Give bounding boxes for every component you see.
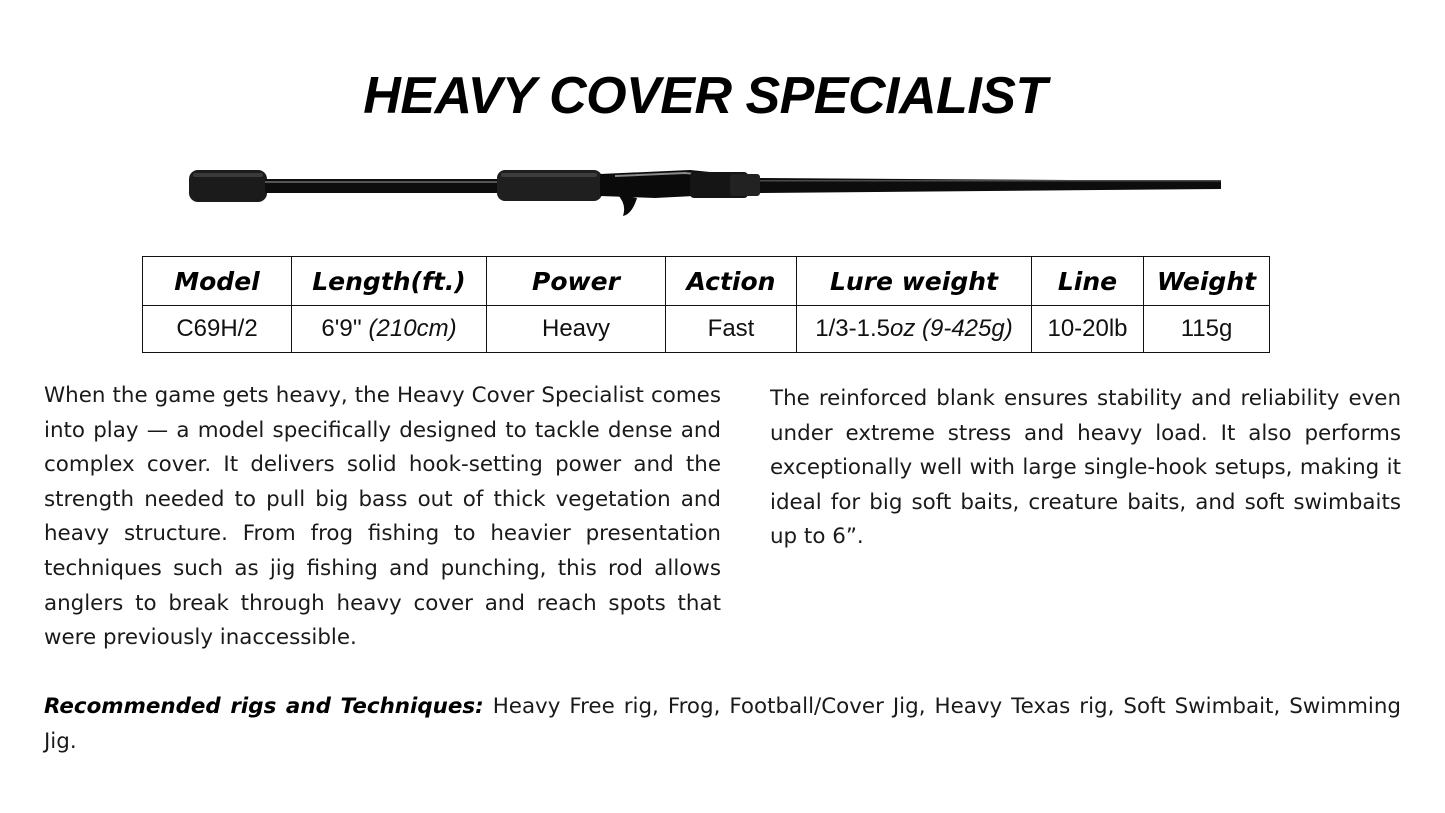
cell-length-metric: (210cm)	[368, 315, 457, 342]
recommended-text: Heavy Free rig, Frog, Football/Cover Jig, Heavy Texas rig, Soft Swimbait, Swimming Jig.	[44, 694, 1401, 754]
header-length: Length(ft.)	[292, 257, 487, 306]
table-row	[143, 306, 1270, 353]
spec-table	[142, 256, 1270, 353]
header-line: Line	[1032, 257, 1144, 306]
page-title: HEAVY COVER SPECIALIST	[363, 67, 1047, 125]
cell-lure-weight-value: 1/3-1.5	[815, 315, 890, 342]
recommended-label: Recommended rigs and Techniques:	[44, 694, 484, 719]
cell-lure-weight	[797, 306, 1032, 353]
cell-power: Heavy	[487, 306, 666, 353]
cell-length	[292, 306, 487, 353]
header-model: Model	[143, 257, 292, 306]
cell-weight: 115g	[1144, 306, 1270, 353]
header-power: Power	[487, 257, 666, 306]
casting-rod-image	[185, 160, 1225, 222]
cell-length-imperial: 6'9''	[321, 315, 362, 342]
header-weight: Weight	[1144, 257, 1270, 306]
recommended-techniques	[44, 690, 1401, 759]
cell-action: Fast	[666, 306, 797, 353]
description-right: The reinforced blank ensures stability and reliability even under extreme stress and heavy load. It also performs exceptionally well with large single-hook setups, making it ideal for big soft baits, creature baits, and soft swimbaits up to 6”.	[770, 386, 1401, 550]
cell-lure-weight-unit: oz (9-425g)	[889, 315, 1013, 342]
header-action: Action	[666, 257, 797, 306]
rod-trigger	[617, 194, 637, 216]
cell-line: 10-20lb	[1032, 306, 1144, 353]
header-lure-weight: Lure weight	[797, 257, 1032, 306]
cell-model: C69H/2	[143, 306, 292, 353]
spec-table-header-row	[143, 257, 1270, 306]
description-left: When the game gets heavy, the Heavy Cover Specialist comes into play — a model specifically designed to tackle dense and complex cover. It delivers solid hook-setting power and the strength needed to pull big bass out of thick vegetation and heavy structure. From frog fishing to heavier presentation techniques such as jig fishing and punching, this rod allows anglers to break through heavy cover and reach spots that were previously inaccessible.	[44, 383, 721, 651]
